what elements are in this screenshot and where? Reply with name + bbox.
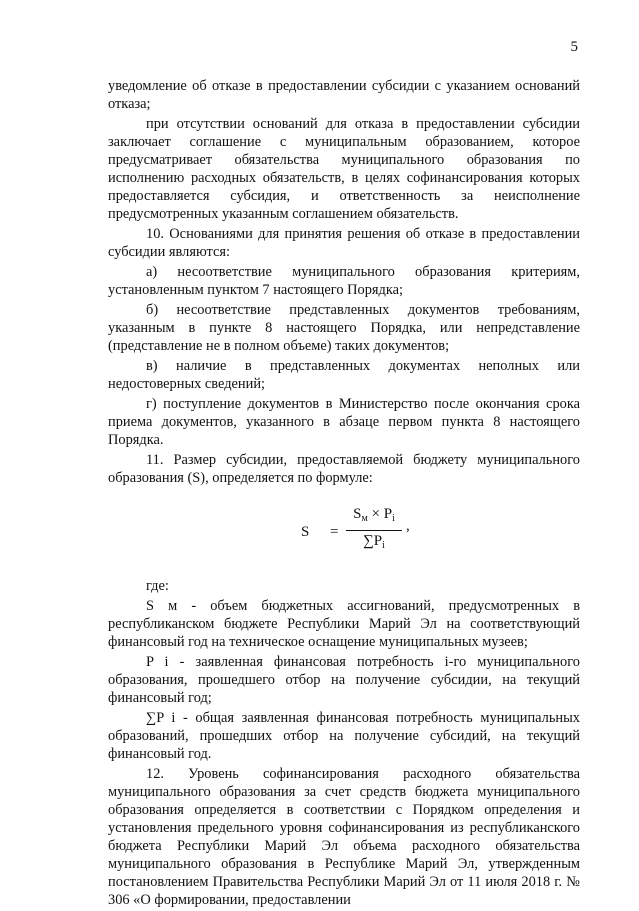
paragraph: а) несоответствие муниципального образования критериям, установленным пунктом 7 настоящего Порядка; [108,264,580,298]
paragraph: 10. Основаниями для принятия решения об отказе в предоставлении субсидии являются: [108,226,580,260]
paragraph: г) поступление документов в Министерство после окончания срока приема документов, указанного в абзаце первом пункта 8 настоящего Порядка. [108,396,580,448]
paragraph: б) несоответствие представленных документов требованиям, указанным в пункте 8 настоящего Порядка, или непредставление (представление не в полном объеме) таких документов; [108,302,580,354]
paragraph: при отсутствии оснований для отказа в предоставлении субсидии заключает соглашение с муниципальным образованием, которое предусматривает обязательства муниципального образования по исполнению расходных обязательств, в целях софинансирования которых предоставляется субсидия, и ответственность за неисполнение предусмотренных указанным соглашением обязательств. [108,116,580,222]
formula-num-s-sub: м [361,513,368,524]
paragraph: P i - заявленная финансовая потребность i-го муниципального образования, прошедшего отбор на получение субсидии, на текущий финансовый год; [108,654,580,706]
paragraph: ∑P i - общая заявленная финансовая потребность муниципальных образований, прошедших отбор на получение субсидий, на текущий финансовый год. [108,710,580,762]
formula-den-sum: ∑ [363,533,374,549]
formula-times: × [371,506,380,522]
subsidy-formula [108,505,580,561]
formula-num-p-sub: i [392,513,395,524]
formula-den-p-sub: i [382,540,385,551]
formula-comma: , [406,518,410,534]
paragraph: S м - объем бюджетных ассигнований, предусмотренных в республиканском бюджете Республики Марий Эл на соответствующий финансовый год на техническое оснащение муниципальных музеев; [108,598,580,650]
formula-den-p: P [373,533,383,549]
formula-fraction [346,505,402,555]
paragraph: уведомление об отказе в предоставлении субсидии с указанием оснований отказа; [108,78,580,112]
document-body [108,77,580,911]
formula-num-p: P [383,506,393,522]
paragraph: где: [146,578,169,594]
formula-equals: = [330,524,339,540]
formula-denominator [346,531,402,555]
paragraph: 11. Размер субсидии, предоставляемой бюджету муниципального образования (S), определяется по формуле: [108,452,580,486]
formula-numerator [346,505,402,530]
paragraph: в) наличие в представленных документах неполных или недостоверных сведений; [108,358,580,392]
paragraph: 12. Уровень софинансирования расходного обязательства муниципального образования за счет средств бюджета муниципального образования определяется в соответствии с Порядком определения и установления предельного уровня софинансирования из республиканского бюджета Республики Марий Эл объема расходного обязательства муниципального образования в Республике Марий Эл, утвержденным постановлением Правительства Республики Марий Эл от 11 июля 2018 г. № 306 «О формировании, предоставлении [108,766,580,908]
page-number: 5 [570,39,578,55]
formula-lhs: S [301,524,310,540]
formula-num-s: S [353,506,362,522]
